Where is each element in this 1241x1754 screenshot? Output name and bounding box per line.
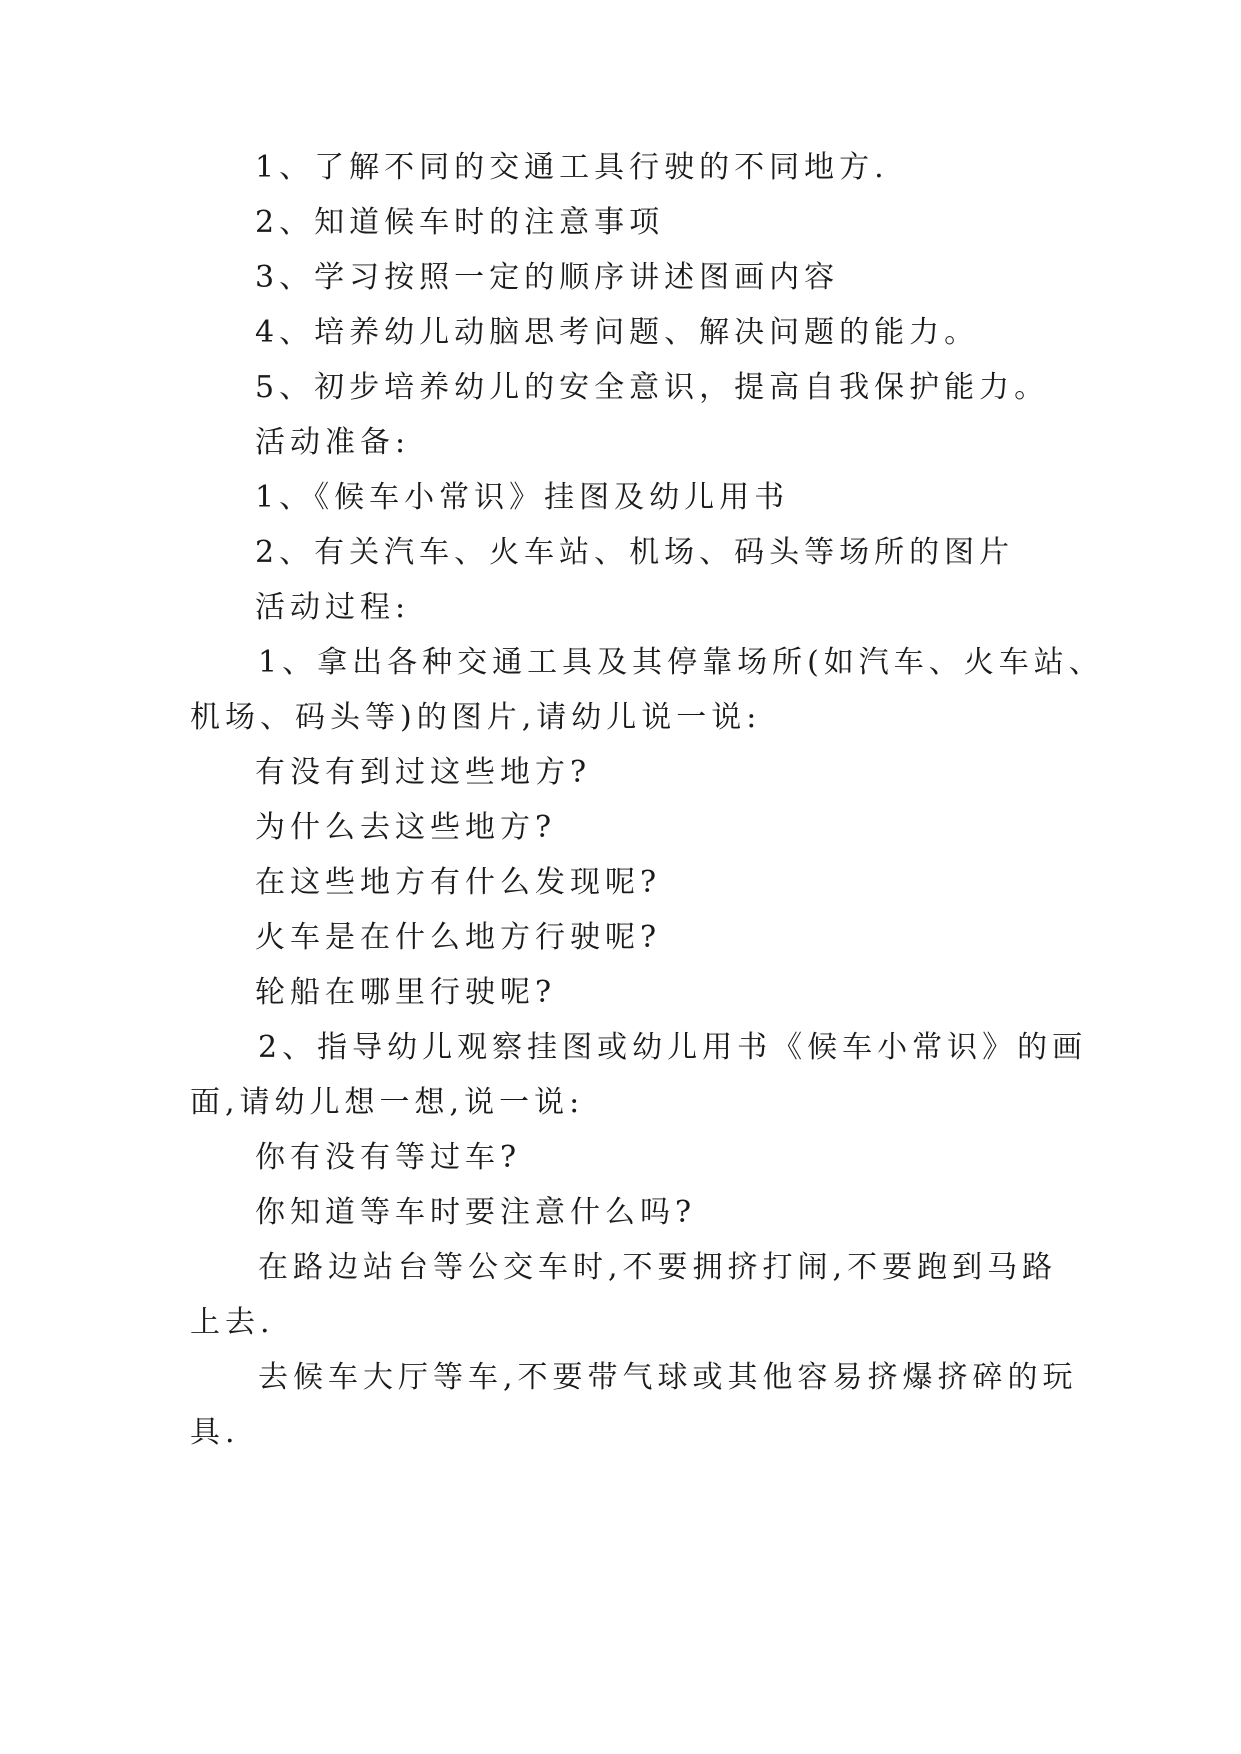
question-line: 你有没有等过车? <box>255 1140 522 1175</box>
section-heading: 活动准备: <box>255 425 411 460</box>
text-line: 5、初步培养幼儿的安全意识，提高自我保护能力。 <box>255 370 1050 405</box>
question-line: 你知道等车时要注意什么吗? <box>255 1195 697 1230</box>
text-line: 4、培养幼儿动脑思考问题、解决问题的能力。 <box>255 315 980 350</box>
paragraph-line: 机场、码头等)的图片,请幼儿说一说: <box>190 700 762 735</box>
text-line: 2、有关汽车、火车站、机场、码头等场所的图片 <box>255 535 1015 570</box>
text-line: 3、学习按照一定的顺序讲述图画内容 <box>255 260 840 295</box>
question-line: 在这些地方有什么发现呢? <box>255 865 662 900</box>
question-line: 为什么去这些地方? <box>255 810 557 845</box>
paragraph-line: 上去. <box>190 1305 275 1340</box>
paragraph-line: 具. <box>190 1415 240 1450</box>
section-heading: 活动过程: <box>255 590 411 625</box>
question-line: 火车是在什么地方行驶呢? <box>255 920 662 955</box>
text-line: 1、了解不同的交通工具行驶的不同地方. <box>255 150 889 185</box>
paragraph-line: 去候车大厅等车,不要带气球或其他容易挤爆挤碎的玩 <box>258 1360 1078 1395</box>
paragraph-line: 面,请幼儿想一想,说一说: <box>190 1085 585 1120</box>
text-line: 1、《候车小常识》挂图及幼儿用书 <box>255 480 790 515</box>
question-line: 轮船在哪里行驶呢? <box>255 975 557 1010</box>
question-line: 有没有到过这些地方? <box>255 755 592 790</box>
text-line: 2、知道候车时的注意事项 <box>255 205 665 240</box>
paragraph-line: 2、指导幼儿观察挂图或幼儿用书《候车小常识》的画 <box>258 1030 1088 1065</box>
paragraph-line: 在路边站台等公交车时,不要拥挤打闹,不要跑到马路 <box>258 1250 1058 1285</box>
paragraph-line: 1、拿出各种交通工具及其停靠场所(如汽车、火车站、 <box>258 645 1104 680</box>
